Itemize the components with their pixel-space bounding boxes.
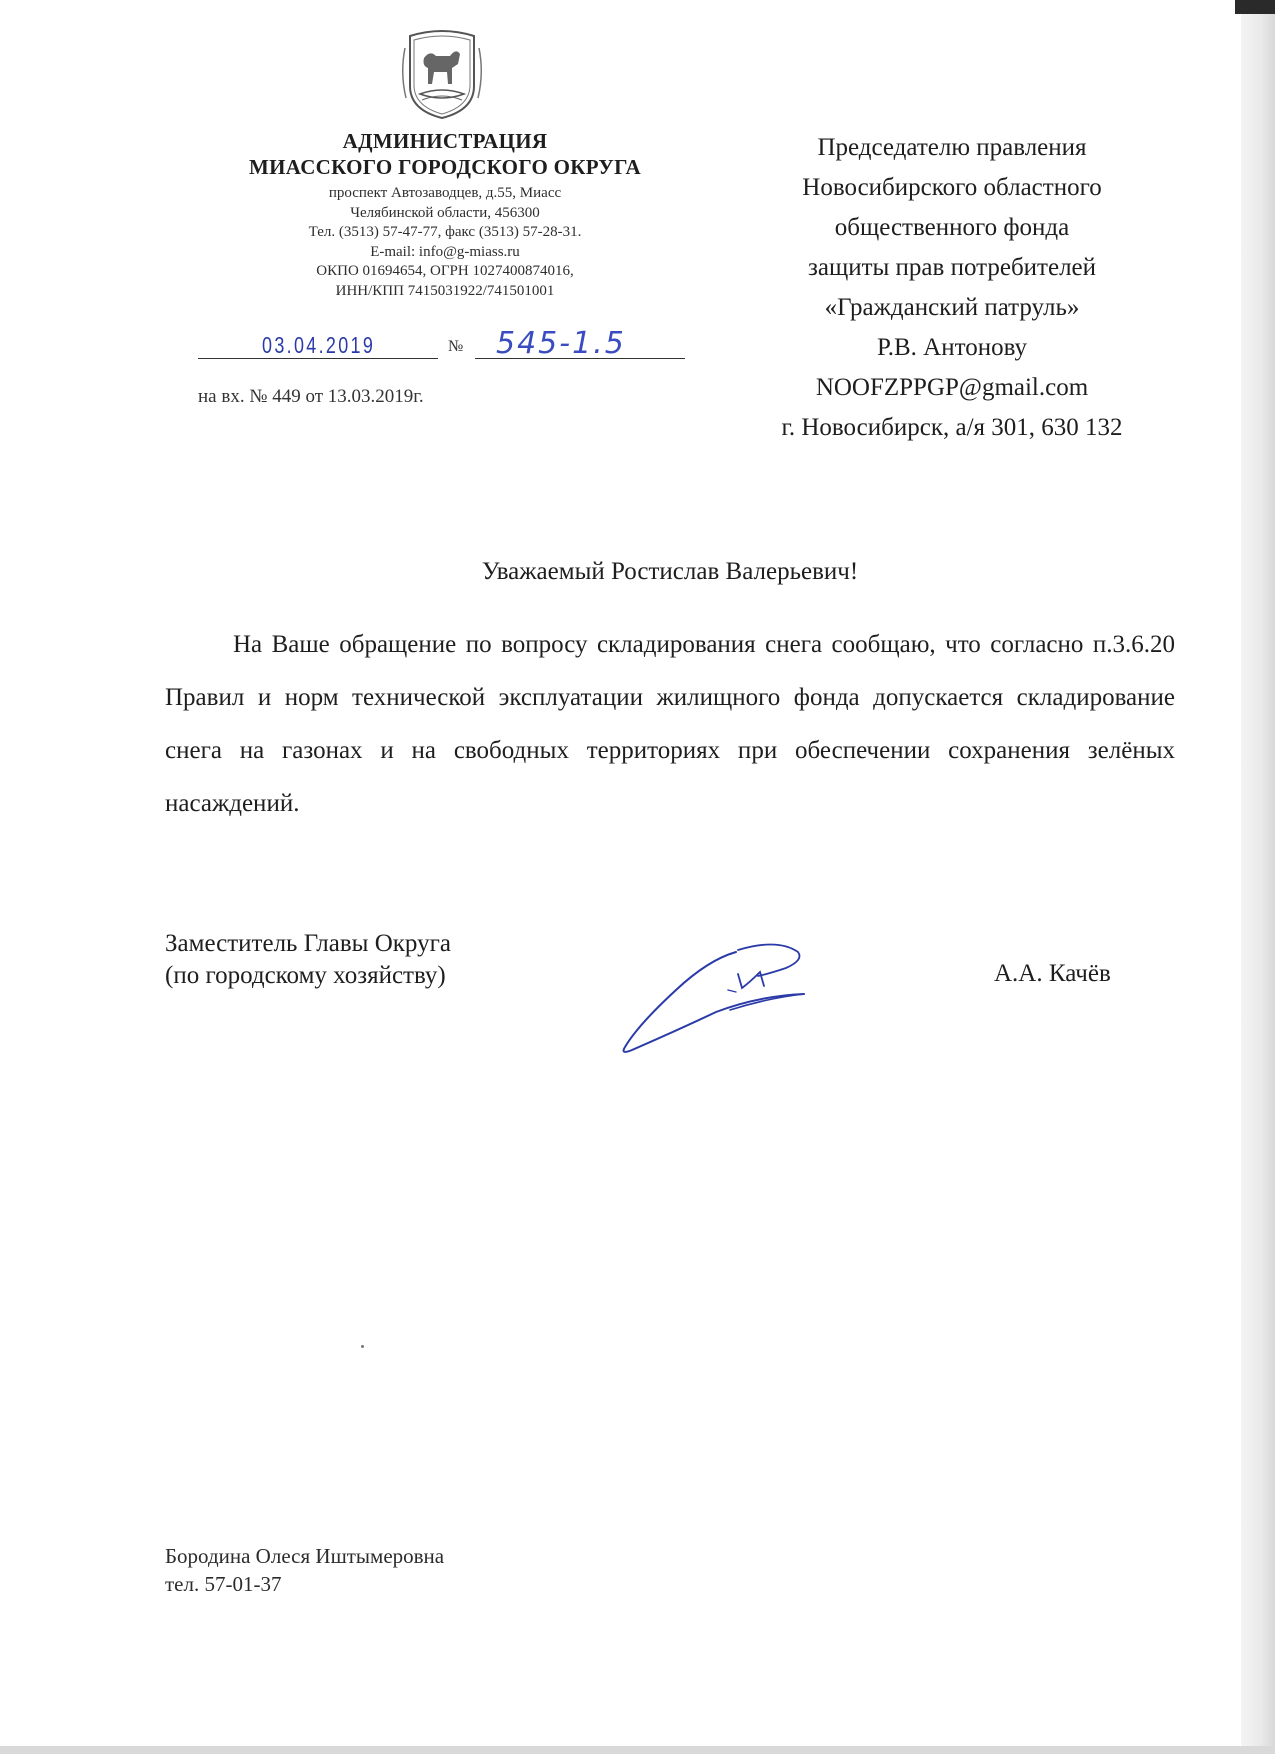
sender-phone-fax: Тел. (3513) 57-47-77, факс (3513) 57-28-31. [308, 224, 582, 240]
incoming-reference: на вх. № 449 от 13.03.2019г. [198, 386, 424, 407]
sender-block [150, 128, 740, 301]
recipient-address: г. Новосибирск, а/я 301, 630 132 [781, 414, 1123, 441]
recipient-line: Председателю правления [817, 134, 1087, 161]
executor-phone: тел. 57-01-37 [165, 1572, 282, 1596]
body-paragraph: На Ваше обращение по вопросу складирования снега сообщаю, что согласно п.3.6.20 Правил и норм технической эксплуатации жилищного фонда допускается складирование снега на газонах и на свободных территориях при обеспечении сохранения зелёных насаждений. [165, 631, 1175, 817]
registration-number-handwritten: 545-1.5 [496, 326, 626, 361]
signatory-position [165, 928, 451, 992]
sender-inn-kpp: ИНН/КПП 7415031922/741501001 [335, 282, 555, 299]
page-shadow [1241, 0, 1275, 1754]
org-name-line2: МИАССКОГО ГОРОДСКОГО ОКРУГА [249, 155, 641, 179]
recipient-line: защиты прав потребителей [807, 254, 1097, 281]
sender-address-line1: проспект Автозаводцев, д.55, Миасс [328, 185, 562, 201]
sender-email: E-mail: info@g-miass.ru [370, 243, 520, 260]
scan-edge-top [1235, 0, 1275, 14]
recipient-line: общественного фонда [834, 214, 1070, 241]
executor-block [165, 1542, 444, 1598]
salutation: Уважаемый Ростислав Валерьевич! [481, 558, 859, 585]
signatory-name: А.А. Качёв [994, 960, 1111, 987]
scan-speck [361, 1345, 364, 1348]
org-name-line1: АДМИНИСТРАЦИЯ [342, 129, 548, 153]
recipient-line: Р.В. Антонову [876, 334, 1028, 361]
position-line2: (по городскому хозяйству) [165, 962, 446, 989]
recipient-block [722, 128, 1182, 448]
recipient-line: Новосибирского областного [802, 174, 1102, 201]
sender-address-line2: Челябинской области, 456300 [350, 204, 540, 221]
number-label: № [448, 338, 464, 355]
position-line1: Заместитель Главы Округа [165, 930, 451, 957]
sender-okpo-ogrn: ОКПО 01694654, ОГРН 1027400874016, [316, 263, 574, 279]
recipient-email: NOOFZPPGP@gmail.com [815, 374, 1089, 401]
executor-name: Бородина Олеся Иштымеровна [165, 1544, 445, 1568]
registration-date-stamp: 03.04.2019 [262, 332, 376, 358]
scan-edge-bottom [0, 1746, 1275, 1754]
recipient-line: «Гражданский патруль» [824, 294, 1080, 321]
letter-body [165, 618, 1175, 830]
coat-of-arms-emblem [400, 28, 484, 120]
handwritten-signature [618, 930, 818, 1055]
registration-row [198, 326, 688, 362]
